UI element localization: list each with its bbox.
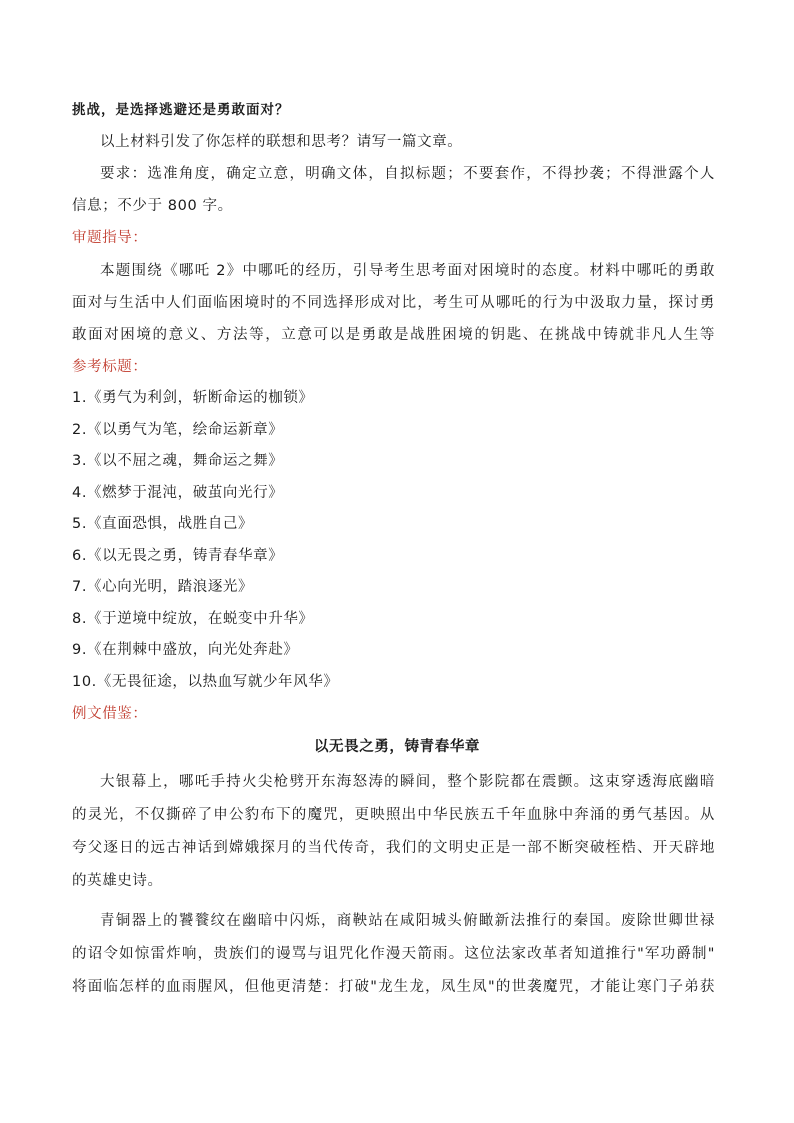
titles-heading: 参考标题： — [72, 359, 148, 375]
guide-paragraph-line: 敢面对困境的意义、方法等，立意可以是勇敢是战胜困境的钥匙、在挑战中铸就非凡人生等 — [72, 327, 715, 343]
essay-heading: 例文借鉴： — [72, 706, 148, 722]
essay-paragraph-line: 的诏令如惊雷炸响，贵族们的谩骂与诅咒化作漫天箭雨。这位法家改革者知道推行"军功爵制" — [72, 946, 715, 962]
guide-heading: 审题指导： — [72, 230, 148, 246]
guide-paragraph-line: 面对与生活中人们面临困境时的不同选择形成对比，考生可从哪吒的行为中汲取力量，探讨勇 — [72, 295, 715, 311]
title-list-item: 1.《勇气为利剑，斩断命运的枷锁》 — [72, 390, 314, 406]
title-list-item: 4.《燃梦于混沌，破茧向光行》 — [72, 485, 284, 501]
title-list-item: 10.《无畏征途，以热血写就少年风华》 — [72, 674, 339, 690]
essay-paragraph-line: 的灵光，不仅撕碎了申公豹布下的魔咒，更映照出中华民族五千年血脉中奔涌的勇气基因。从 — [72, 807, 715, 823]
title-list-item: 5.《直面恐惧，战胜自己》 — [72, 516, 254, 532]
writing-prompt: 以上材料引发了你怎样的联想和思考？请写一篇文章。 — [100, 134, 463, 150]
essay-paragraph-line: 将面临怎样的血雨腥风，但他更清楚：打破"龙生龙，凤生凤"的世袭魔咒，才能让寒门子弟获 — [72, 979, 715, 995]
essay-paragraph-line: 夸父逐日的远古神话到嫦娥探月的当代传奇，我们的文明史正是一部不断突破桎梏、开天辟地 — [72, 840, 715, 856]
guide-paragraph-line: 本题围绕《哪吒 2》中哪吒的经历，引导考生思考面对困境时的态度。材料中哪吒的勇敢 — [100, 263, 715, 279]
requirement-line: 信息；不少于 800 字。 — [72, 198, 233, 214]
essay-paragraph-line: 大银幕上，哪吒手持火尖枪劈开东海怒涛的瞬间，整个影院都在震颤。这束穿透海底幽暗 — [100, 774, 715, 790]
title-list-item: 9.《在荆棘中盛放，向光处奔赴》 — [72, 642, 299, 658]
title-list-item: 7.《心向光明，踏浪逐光》 — [72, 579, 254, 595]
requirement-line: 要求：选准角度，确定立意，明确文体，自拟标题；不要套作，不得抄袭；不得泄露个人 — [100, 166, 715, 182]
material-tail-text: 挑战，是选择逃避还是勇敢面对？ — [72, 102, 290, 118]
title-list-item: 2.《以勇气为笔，绘命运新章》 — [72, 422, 284, 438]
title-list-item: 8.《于逆境中绽放，在蜕变中升华》 — [72, 611, 314, 627]
title-list-item: 6.《以无畏之勇，铸青春华章》 — [72, 548, 284, 564]
essay-paragraph-line: 的英雄史诗。 — [72, 873, 163, 889]
essay-paragraph-line: 青铜器上的饕餮纹在幽暗中闪烁，商鞅站在咸阳城头俯瞰新法推行的秦国。废除世卿世禄 — [100, 913, 715, 929]
essay-title: 以无畏之勇，铸青春华章 — [313, 739, 481, 755]
title-list-item: 3.《以不屈之魂，舞命运之舞》 — [72, 453, 284, 469]
